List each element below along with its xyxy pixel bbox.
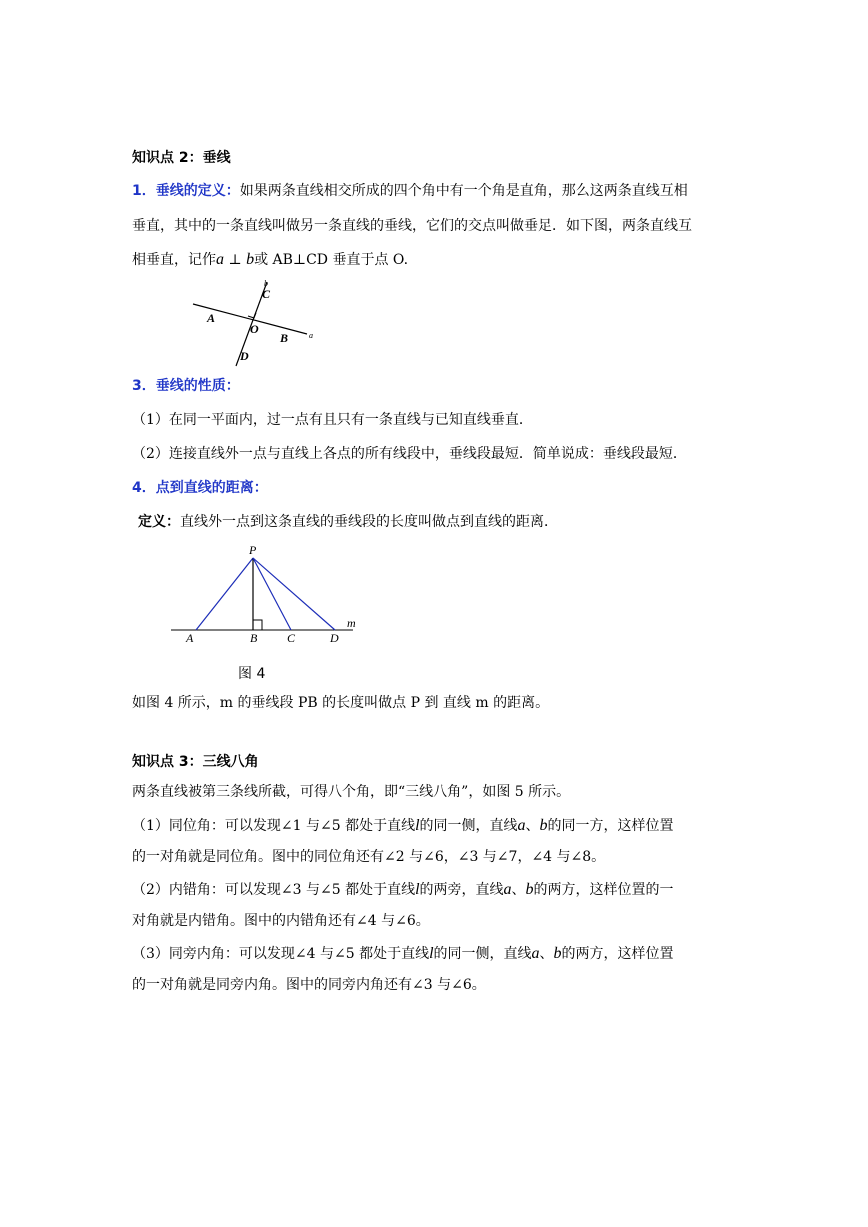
distance-heading <box>132 478 742 498</box>
label-d2: D <box>330 631 339 645</box>
text: 的两方，这样位置 <box>561 946 674 962</box>
segment-pd <box>253 558 335 630</box>
var-l: l <box>415 881 420 898</box>
definition-paragraph-line-2: 垂直，其中的一条直线叫做另一条直线的垂线，它们的交点叫做垂足．如下图，两条直线互 <box>132 218 692 234</box>
text: 、 <box>525 818 540 834</box>
same-side-angles-line-1 <box>132 944 742 964</box>
distance-definition-text: 直线外一点到这条直线的垂线段的长度叫做点到直线的距离． <box>180 514 558 530</box>
property-heading <box>132 376 742 396</box>
var-b: b <box>553 945 562 962</box>
text: 的两旁，直线 <box>419 882 504 898</box>
label-m: m <box>347 616 356 630</box>
segment-pa <box>196 558 253 630</box>
label-b-point: B <box>280 331 289 345</box>
definition-text: 如果两条直线相交所成的四个角中有一个角是直角，那么这两条直线互相 <box>239 183 688 199</box>
label-p: P <box>249 543 257 557</box>
property-label: 3．垂线的性质： <box>132 378 240 394</box>
label-b-small: b <box>264 279 268 288</box>
label-a2: A <box>186 631 194 645</box>
var-a: a <box>517 817 526 834</box>
figure-4-caption: 图 4 <box>238 666 266 682</box>
section-3-title: 知识点 3：三线八角 <box>132 754 259 770</box>
distance-figure <box>165 540 370 650</box>
text: （3）同旁内角：可以发现∠4 与∠5 都处于直线 <box>132 946 430 962</box>
corresponding-angles-line-2: 的一对角就是同位角。图中的同位角还有∠2 与∠6，∠3 与∠7，∠4 与∠8。 <box>132 849 606 865</box>
text: 的同一侧，直线 <box>419 818 518 834</box>
text: （2）内错角：可以发现∠3 与∠5 都处于直线 <box>132 882 416 898</box>
var-l: l <box>429 945 434 962</box>
var-a: a <box>531 945 540 962</box>
notation-rest: 或 AB⊥CD 垂直于点 O. <box>254 252 409 268</box>
same-side-angles-line-2: 的一对角就是同旁内角。图中的同旁内角还有∠3 与∠6。 <box>132 977 486 993</box>
var-b: b <box>525 881 534 898</box>
label-c2: C <box>287 631 296 645</box>
definition-paragraph-line-1 <box>132 181 742 201</box>
distance-label: 4．点到直线的距离： <box>132 480 268 496</box>
label-c: C <box>262 287 271 301</box>
text: 的同一侧，直线 <box>433 946 532 962</box>
var-b: b <box>246 251 255 268</box>
distance-definition <box>138 512 748 532</box>
definition-paragraph-line-3 <box>132 250 742 270</box>
property-1: （1）在同一平面内，过一点有且只有一条直线与已知直线垂直． <box>132 412 533 428</box>
text: 、 <box>511 882 526 898</box>
right-angle-mark-2 <box>253 620 262 630</box>
figure-4-explanation: 如图 4 所示，m 的垂线段 PB 的长度叫做点 P 到 直线 m 的距离。 <box>132 695 550 711</box>
label-a-small: a <box>309 331 313 340</box>
text: （1）同位角：可以发现∠1 与∠5 都处于直线 <box>132 818 416 834</box>
var-b: b <box>539 817 548 834</box>
corresponding-angles-line-1 <box>132 816 742 836</box>
alternate-angles-line-2: 对角就是内错角。图中的内错角还有∠4 与∠6。 <box>132 913 430 929</box>
segment-pc <box>253 558 291 630</box>
definition-word: 定义： <box>138 514 180 530</box>
label-o: O <box>250 322 259 336</box>
var-a: a <box>503 881 512 898</box>
var-l: l <box>415 817 420 834</box>
notation-intro: 相垂直，记作 <box>132 252 216 268</box>
label-d: D <box>240 349 249 363</box>
text: 的两方，这样位置的一 <box>533 882 674 898</box>
label-a-point: A <box>207 311 216 325</box>
property-2: （2）连接直线外一点与直线上各点的所有线段中，垂线段最短．简单说成：垂线段最短． <box>132 446 687 462</box>
perpendicular-figure <box>185 278 325 370</box>
section-2-title: 知识点 2：垂线 <box>132 150 231 166</box>
alternate-angles-line-1 <box>132 880 742 900</box>
text: 的同一方，这样位置 <box>547 818 674 834</box>
text: 、 <box>539 946 554 962</box>
perp-symbol: ⊥ <box>224 252 247 268</box>
definition-label: 1．垂线的定义： <box>132 183 240 199</box>
section-3-intro: 两条直线被第三条线所截，可得八个角，即“三线八角”，如图 5 所示。 <box>132 784 571 800</box>
label-b2: B <box>250 631 258 645</box>
var-a: a <box>216 251 224 268</box>
